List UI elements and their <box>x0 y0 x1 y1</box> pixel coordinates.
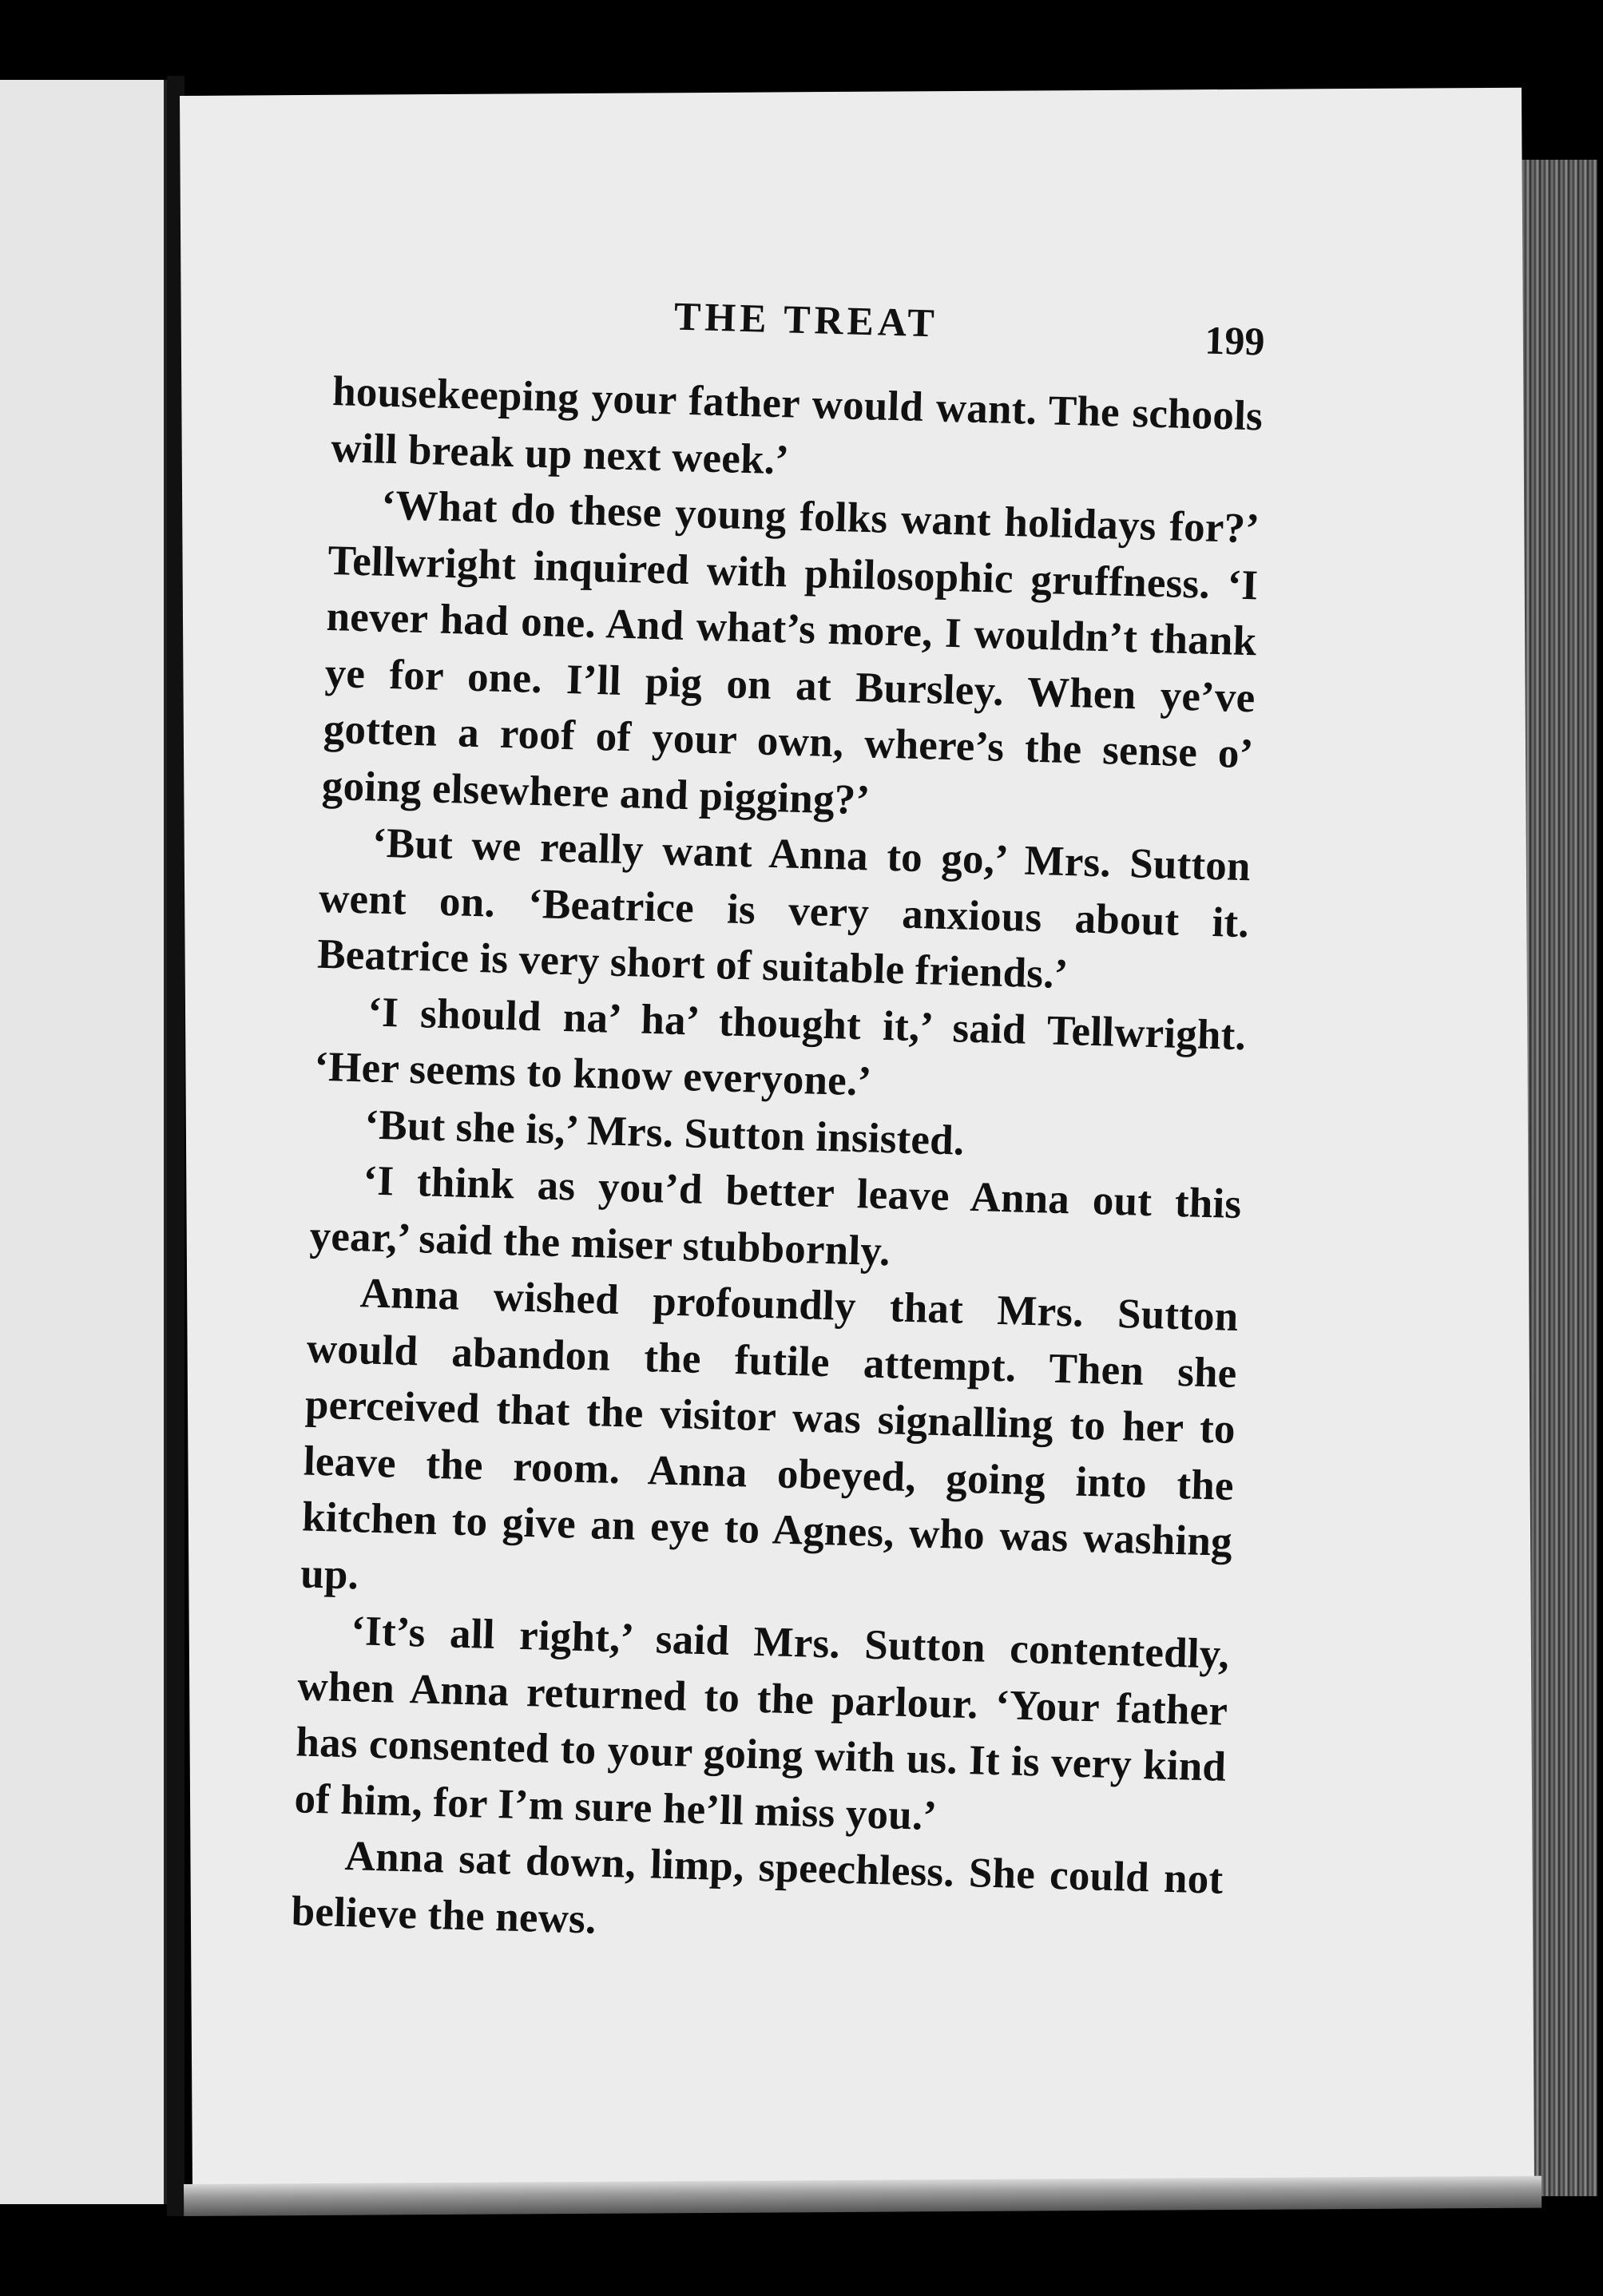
running-title: THE TREAT <box>673 293 939 346</box>
paragraph: ‘But she is,’ Mrs. Sutton insisted. <box>363 1100 966 1164</box>
page-number: 199 <box>1204 317 1266 364</box>
paragraph: housekeeping your father would want. The schools will break up next week.’ <box>330 367 1264 483</box>
paragraph: Anna wished profoundly that Mrs. Sutton would abandon the futile attempt. Then she perceived that the visitor was signalling to her to leave the room. Anna obeyed, going into the kitchen to give an eye to Agnes, who was washing up. <box>300 1270 1240 1598</box>
paragraph: ‘I think as you’d better leave Anna out this year,’ said the miser stubbornly. <box>308 1157 1243 1275</box>
paragraph: ‘It’s all right,’ said Mrs. Sutton contentedly, when Anna returned to the parlour. ‘Your father has consented to your going with us. It is very kind of him, for I’m sure he’ll miss you.’ <box>293 1608 1230 1839</box>
left-page-edge <box>0 80 167 2204</box>
paragraph: ‘I should na’ ha’ thought it,’ said Tellwright. ‘Her seems to know everyone.’ <box>313 988 1247 1105</box>
paragraph: ‘What do these young folks want holidays for?’ Tellwright inquired with philosophic gruffness. ‘I never had one. And what’s more, I wouldn’t thank ye for one. I’ll pig on at Bursley. When ye’ve gotten a roof of your own, where’s the sense o’ going elsewhere and pigging?’ <box>321 482 1260 823</box>
paragraph: ‘But we really want Anna to go,’ Mrs. Sutton went on. ‘Beatrice is very anxious about it. Beatrice is very short of suitable friends.’ <box>316 819 1252 998</box>
paragraph: Anna sat down, limp, speechless. She could not believe the news. <box>291 1833 1224 1943</box>
page-text-block <box>291 284 1266 1965</box>
